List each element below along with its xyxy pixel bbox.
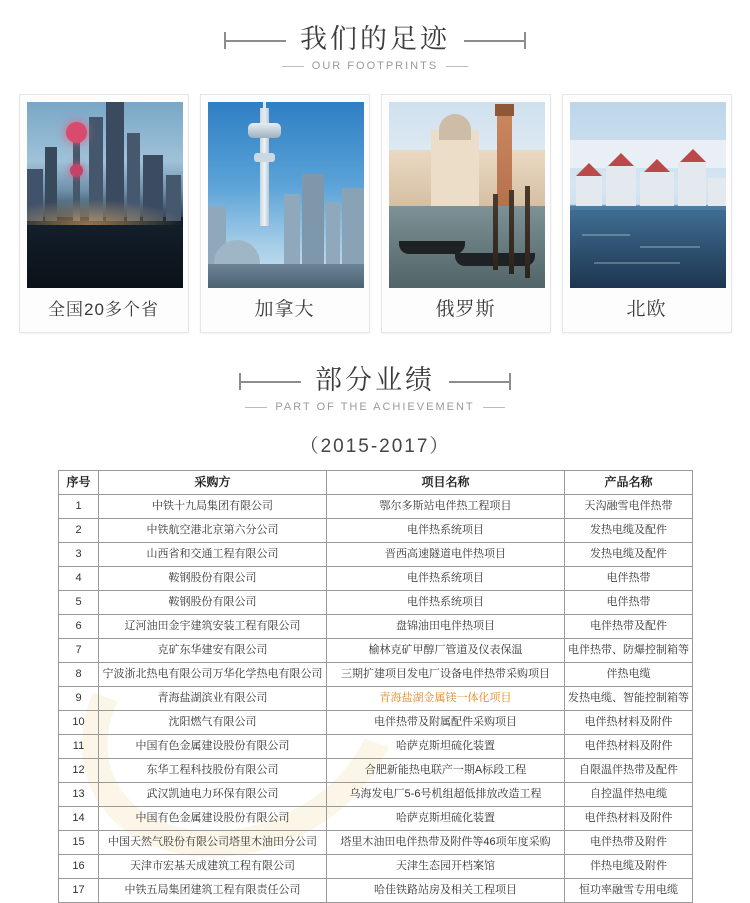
cell-proj: 天津生态园开档案馆 [327, 855, 565, 879]
cell-product: 自控温伴热电缆 [565, 783, 693, 807]
cell-product: 电伴热材料及附件 [565, 711, 693, 735]
cell-no: 14 [59, 807, 99, 831]
cell-buyer: 中国有色金属建设股份有限公司 [99, 735, 327, 759]
cell-proj: 电伴热带及附属配件采购项目 [327, 711, 565, 735]
cell-product: 恒功率融雪专用电缆 [565, 879, 693, 903]
cell-product: 电伴热材料及附件 [565, 735, 693, 759]
cell-product: 自限温伴热带及配件 [565, 759, 693, 783]
building-decor [342, 188, 364, 266]
footprint-caption-nordic: 北欧 [626, 299, 667, 320]
cell-product: 发热电缆及配件 [565, 519, 693, 543]
achievement-title-cn: 部分业绩 [315, 365, 435, 395]
cell-proj: 电伴热系统项目 [327, 567, 565, 591]
cell-no: 15 [59, 831, 99, 855]
table-row [59, 519, 693, 543]
nordic-town-photo [570, 102, 726, 288]
building-decor [640, 172, 674, 206]
achievement-title-en: PART OF THE ACHIEVEMENT [275, 401, 475, 413]
column-header-product: 产品名称 [565, 471, 693, 495]
cell-buyer: 青海盐湖滨业有限公司 [99, 687, 327, 711]
bracket-left-decor [239, 368, 301, 394]
cell-buyer: 中铁十九局集团有限公司 [99, 495, 327, 519]
cell-buyer: 中国天然气股份有限公司塔里木油田分公司 [99, 831, 327, 855]
footprint-card-nordic[interactable] [562, 94, 732, 333]
toronto-cn-tower-photo [208, 102, 364, 288]
footprints-title-cn: 我们的足迹 [300, 24, 450, 54]
venice-gondola-photo [389, 102, 545, 288]
footprint-card-canada[interactable] [200, 94, 370, 333]
cell-buyer: 东华工程科技股份有限公司 [99, 759, 327, 783]
building-decor [576, 176, 602, 206]
church-dome-decor [439, 114, 471, 140]
cell-product: 发热电缆、智能控制箱等 [565, 687, 693, 711]
cell-buyer: 中国有色金属建设股份有限公司 [99, 807, 327, 831]
cell-product: 伴热电缆 [565, 663, 693, 687]
tower-sphere-decor [70, 164, 83, 177]
cell-no: 16 [59, 855, 99, 879]
achievement-years: （2015-2017） [299, 436, 451, 457]
mooring-pole-decor [493, 194, 498, 270]
building-decor [302, 174, 324, 266]
table-row [59, 495, 693, 519]
en-line-left-decor [245, 407, 267, 408]
cell-product: 电伴热材料及附件 [565, 807, 693, 831]
cell-no: 2 [59, 519, 99, 543]
cell-no: 17 [59, 879, 99, 903]
cell-proj: 哈佳铁路站房及相关工程项目 [327, 879, 565, 903]
cell-no: 3 [59, 543, 99, 567]
cell-buyer: 中铁五局集团建筑工程有限责任公司 [99, 879, 327, 903]
water-decor [570, 210, 726, 288]
cell-no: 1 [59, 495, 99, 519]
roof-decor [680, 149, 706, 162]
footprint-card-russia[interactable] [381, 94, 551, 333]
footprints-heading-row [0, 26, 750, 53]
column-header-no: 序号 [59, 471, 99, 495]
table-body [59, 495, 693, 903]
cell-buyer: 鞍钢股份有限公司 [99, 567, 327, 591]
table-row [59, 831, 693, 855]
cell-buyer: 宁波浙北热电有限公司万华化学热电有限公司 [99, 663, 327, 687]
cell-product: 电伴热带 [565, 567, 693, 591]
cell-no: 5 [59, 591, 99, 615]
table-row [59, 687, 693, 711]
bracket-right-decor [464, 27, 526, 53]
cell-no: 4 [59, 567, 99, 591]
cell-proj: 电伴热系统项目 [327, 519, 565, 543]
footprints-heading [0, 0, 750, 72]
cell-buyer: 鞍钢股份有限公司 [99, 591, 327, 615]
cell-no: 8 [59, 663, 99, 687]
cell-proj: 电伴热系统项目 [327, 591, 565, 615]
cell-buyer: 沈阳燃气有限公司 [99, 711, 327, 735]
bell-tower-top-decor [495, 104, 514, 116]
table-row [59, 615, 693, 639]
cell-proj: 哈萨克斯坦硫化装置 [327, 807, 565, 831]
building-decor [678, 162, 706, 206]
building-decor [606, 166, 636, 206]
cell-no: 7 [59, 639, 99, 663]
footprints-title-en: OUR FOOTPRINTS [311, 60, 439, 72]
roof-decor [576, 163, 602, 176]
city-glow-decor [27, 199, 183, 225]
roof-decor [644, 159, 670, 172]
cell-product: 电伴热带、防爆控制箱等 [565, 639, 693, 663]
achievement-heading [0, 333, 750, 413]
ground-decor [208, 264, 364, 288]
cn-tower-lower-pod-decor [254, 153, 275, 162]
footprint-caption-russia: 俄罗斯 [435, 299, 496, 320]
table-row [59, 783, 693, 807]
bracket-right-decor [449, 368, 511, 394]
footprint-caption-china: 全国20多个省 [48, 300, 159, 319]
achievement-heading-row [0, 367, 750, 394]
cell-proj: 青海盐湖金属镁一体化项目 [327, 687, 565, 711]
cell-product: 电伴热带及配件 [565, 615, 693, 639]
column-header-project: 项目名称 [327, 471, 565, 495]
cell-proj: 盘锦油田电伴热项目 [327, 615, 565, 639]
en-line-right-decor [483, 407, 505, 408]
cell-proj: 三期扩建项目发电厂设备电伴热带采购项目 [327, 663, 565, 687]
cell-buyer: 辽河油田金宇建筑安装工程有限公司 [99, 615, 327, 639]
building-decor [284, 194, 300, 266]
cell-product: 天沟融雪电伴热带 [565, 495, 693, 519]
table-row [59, 879, 693, 903]
cell-no: 12 [59, 759, 99, 783]
table-row [59, 807, 693, 831]
ripple-decor [594, 262, 680, 264]
bracket-left-decor [224, 27, 286, 53]
ripple-decor [582, 234, 630, 236]
cell-buyer: 天津市宏基天成建筑工程有限公司 [99, 855, 327, 879]
mooring-pole-decor [509, 190, 514, 274]
cell-product: 电伴热带及附件 [565, 831, 693, 855]
cell-buyer: 武汉凯迪电力环保有限公司 [99, 783, 327, 807]
footprint-card-china[interactable] [19, 94, 189, 333]
en-line-right-decor [446, 66, 468, 67]
cell-proj: 塔里木油田电伴热带及附件等46项年度采购 [327, 831, 565, 855]
shanghai-skyline-photo [27, 102, 183, 288]
achievement-table-wrap [58, 470, 692, 903]
table-row [59, 639, 693, 663]
cell-proj: 哈萨克斯坦硫化装置 [327, 735, 565, 759]
cell-buyer: 克矿东华建安有限公司 [99, 639, 327, 663]
table-row [59, 663, 693, 687]
cell-buyer: 山西省和交通工程有限公司 [99, 543, 327, 567]
cell-no: 9 [59, 687, 99, 711]
table-row [59, 591, 693, 615]
cn-tower-pod-decor [248, 123, 281, 138]
building-decor [326, 202, 340, 266]
cell-product: 电伴热带 [565, 591, 693, 615]
table-row [59, 543, 693, 567]
table-row [59, 711, 693, 735]
cell-no: 11 [59, 735, 99, 759]
achievement-title-en-row [0, 401, 750, 413]
cn-tower-spire-decor [263, 102, 266, 123]
roof-decor [608, 153, 634, 166]
cell-product: 发热电缆及配件 [565, 543, 693, 567]
mooring-pole-decor [525, 186, 530, 278]
cell-proj: 榆林克矿甲醇厂管道及仪表保温 [327, 639, 565, 663]
column-header-buyer: 采购方 [99, 471, 327, 495]
table-row [59, 759, 693, 783]
table-row [59, 855, 693, 879]
cell-no: 6 [59, 615, 99, 639]
cell-no: 13 [59, 783, 99, 807]
tower-sphere-decor [66, 122, 87, 143]
achievement-table [58, 470, 693, 903]
table-row [59, 567, 693, 591]
footprints-title-en-row [0, 60, 750, 72]
cell-proj: 合肥新能热电联产一期A标段工程 [327, 759, 565, 783]
table-header-row [59, 471, 693, 495]
footprint-caption-canada: 加拿大 [254, 299, 315, 320]
church-decor [431, 130, 479, 206]
footprint-cards [0, 94, 750, 333]
cell-proj: 晋西高速隧道电伴热项目 [327, 543, 565, 567]
cell-proj: 鄂尔多斯站电伴热工程项目 [327, 495, 565, 519]
water-decor [27, 217, 183, 288]
cell-no: 10 [59, 711, 99, 735]
cell-product: 伴热电缆及附件 [565, 855, 693, 879]
cell-buyer: 中铁航空港北京第六分公司 [99, 519, 327, 543]
table-row [59, 735, 693, 759]
cell-proj: 乌海发电厂5-6号机组超低排放改造工程 [327, 783, 565, 807]
ripple-decor [640, 246, 700, 248]
en-line-left-decor [282, 66, 304, 67]
building-decor [708, 178, 726, 206]
